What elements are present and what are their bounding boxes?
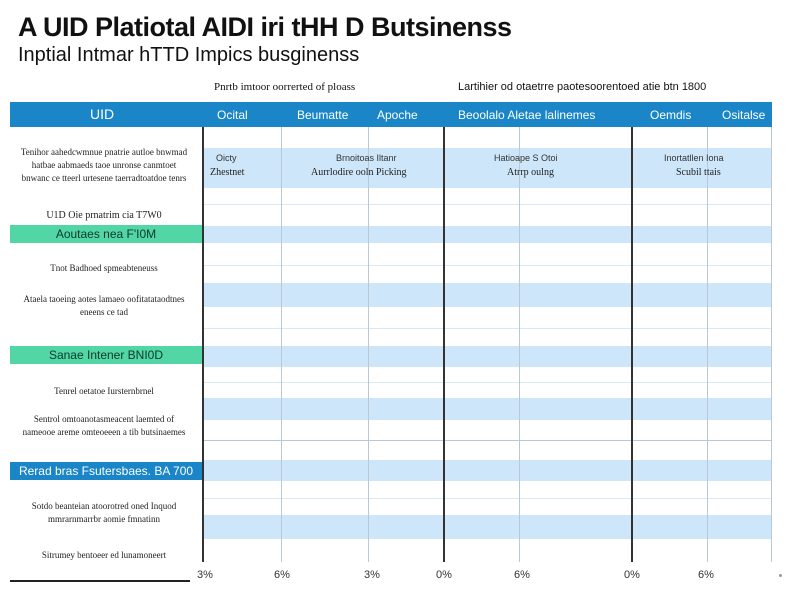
row-label: Tenrel oetatoe Iursternbrnel bbox=[54, 386, 154, 396]
row-label: Sentrol omtoanotasmeacent laemted of nameooe areme omteoeeen a tib butsinaemes bbox=[22, 414, 186, 437]
row-label: Sotdo beanteian atoorotred oned Inquod mmrarnmarrbr aomie fmnatinn bbox=[31, 501, 177, 524]
intro-cell-top: Hatioape S Otoi bbox=[494, 153, 558, 163]
intro-cell-main: Aurrlodire ooln Picking bbox=[311, 167, 407, 178]
chart-title: A UID Platiotal AIDI iri tHH D Butsinenss bbox=[18, 12, 512, 42]
header-col-4: Beoolalo Aletae lalinemes bbox=[458, 108, 596, 122]
x-tick-label: 0% bbox=[436, 569, 452, 581]
intro-cell-top: Brnoitoas Iltanr bbox=[336, 153, 397, 163]
row-band bbox=[203, 515, 772, 539]
column-line bbox=[202, 127, 204, 562]
chart-subtitle: Inptial Intmar hTTD Impics busginenss bbox=[18, 44, 360, 66]
section-header: Rerad bras Fsutersbaes. BA 700 bbox=[10, 462, 202, 480]
header-col-6: Ositalse bbox=[722, 108, 766, 122]
column-line bbox=[281, 127, 282, 562]
intro-cell-top: Oicty bbox=[216, 153, 237, 163]
intro-cell-main: Atrrp oulng bbox=[507, 167, 554, 178]
row-band bbox=[203, 346, 772, 367]
x-tick-label: 6% bbox=[514, 569, 530, 581]
x-tick-label: 6% bbox=[698, 569, 714, 581]
row-band bbox=[203, 226, 772, 243]
x-tick-label: 3% bbox=[364, 569, 380, 581]
note-right: Lartihier od otaetrre paotesoorentoed atie btn 1800 bbox=[458, 81, 707, 93]
header-col-2: Beumatte bbox=[297, 108, 349, 122]
column-line bbox=[631, 127, 633, 562]
intro-cell-main: Scubil ttais bbox=[676, 167, 721, 178]
intro-cell-main: Zhestnet bbox=[210, 167, 245, 178]
column-line bbox=[368, 127, 369, 562]
note-left: Pnrtb imtoor oorrerted of ploass bbox=[214, 81, 356, 93]
row-band bbox=[203, 283, 772, 307]
header-col-1: Ocital bbox=[217, 108, 248, 122]
column-line bbox=[771, 127, 772, 562]
row-label: Sitrumey bentoeer ed lunamoneert bbox=[41, 550, 167, 560]
column-line bbox=[519, 127, 520, 562]
column-line bbox=[707, 127, 708, 562]
gridline bbox=[203, 265, 772, 266]
header-col-5: Oemdis bbox=[650, 108, 692, 122]
row-label: U1D Oie prnatrim cia T7W0 bbox=[46, 210, 162, 221]
baseline bbox=[10, 580, 190, 582]
intro-cell-top: Inortatllen Iona bbox=[664, 153, 724, 163]
x-tick-label: 0% bbox=[624, 569, 640, 581]
row-band bbox=[203, 460, 772, 481]
gridline bbox=[203, 498, 772, 499]
x-tick-label: 3% bbox=[197, 569, 213, 581]
row-label: Ataela taoeing aotes lamaeo oofitatataodtnes eneens ce tad bbox=[23, 294, 185, 317]
header-col-3: Apoche bbox=[377, 108, 418, 122]
header-first-label: UID bbox=[90, 106, 115, 122]
column-line bbox=[443, 127, 445, 562]
gridline bbox=[203, 382, 772, 383]
section-header: Aoutaes nea F'I0M bbox=[10, 225, 202, 243]
corner-dot bbox=[779, 574, 782, 577]
x-tick-label: 6% bbox=[274, 569, 290, 581]
gridline bbox=[203, 204, 772, 205]
gridline bbox=[203, 328, 772, 329]
gridline bbox=[203, 440, 772, 441]
section-header: Sanae Intener BNI0D bbox=[10, 346, 202, 364]
intro-row-label: Tenihor aahedcwmnue pnatrie autloe bnwmad hatbae aabmaeds taoe unronse canmtoet bnwanc ce tteerl urtesene taerradtoatdoe tenrs bbox=[20, 147, 188, 183]
row-label: Tnot Badhoed spmeabteneuss bbox=[50, 263, 158, 273]
row-band bbox=[203, 398, 772, 420]
